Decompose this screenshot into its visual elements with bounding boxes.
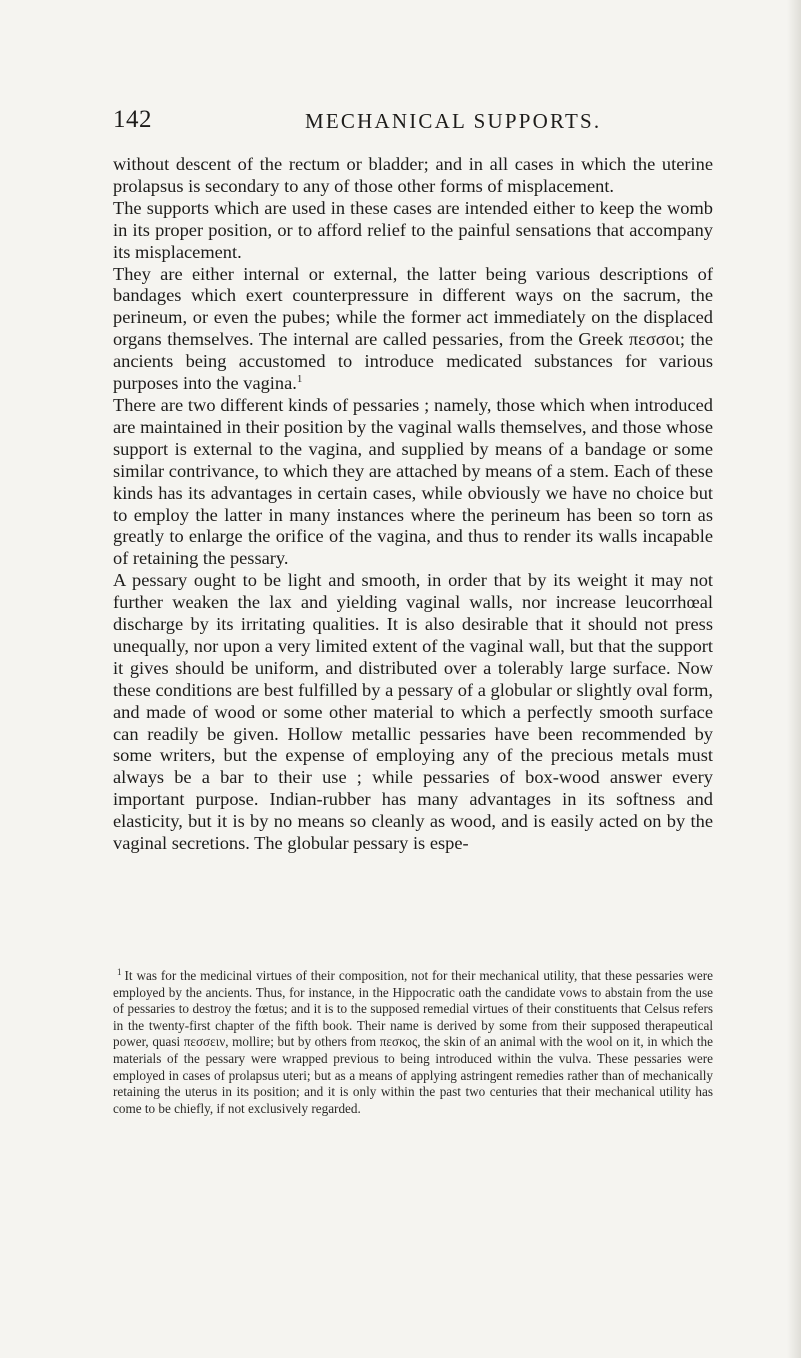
footnote-text: It was for the medicinal virtues of their composition, not for their mechanical utility, that these pessaries were employed by the ancients. Thus, for instance, in the Hippocratic oath the candidate vows to abstain from the use of pessaries to destroy the fœtus; and it is to the supposed remedial virtues of their constituents that Celsus refers in the twenty-first chapter of the fifth book. Their name is derived by some from their supposed therapeutical power, quasi πεσσειν, mollire; but by others from πεσκος, the skin of an animal with the wool on it, in which the materials of the pessary were wrapped previous to being introduced within the vulva. These pessaries were employed in cases of prolapsus uteri; but as a means of applying astringent remedies rather than of mechanically retaining the uterus in its position; and it is only within the past two centuries that their mechanical utility has come to be chiefly, if not exclusively regarded. xyxy=(113,968,713,1116)
paragraph-3-text: They are either internal or external, the latter being various descriptions of bandages which exert counterpressure in different ways on the sacrum, the perineum, or even the pubes; while the former act immediately on the displaced organs themselves. The internal are called pessaries, from the Greek πεσσοι; the ancients being accustomed to introduce medicated substances for various purposes into the vagina. xyxy=(113,263,713,394)
running-head: MECHANICAL SUPPORTS. xyxy=(305,109,602,133)
footnote-mark: 1 xyxy=(117,966,122,977)
paragraph-4: There are two different kinds of pessaries ; namely, those which when introduced are maintained in their position by the vaginal walls themselves, and those whose support is external to the vagina, and supplied by means of a bandage or some similar contrivance, to which they are attached by means of a stem. Each of these kinds has its advantages in certain cases, while obviously we have no choice but to employ the latter in many instances where the perineum has been so torn as greatly to enlarge the orifice of the vagina, and thus to render its walls incapable of retaining the pessary. xyxy=(113,394,713,569)
paragraph-1: without descent of the rectum or bladder; and in all cases in which the uterine prolapsus is secondary to any of those other forms of misplacement. xyxy=(113,154,713,196)
footnotes xyxy=(113,968,713,1117)
paragraph-3 xyxy=(113,264,713,395)
body-text xyxy=(113,154,713,855)
footnote-reference[interactable]: 1 xyxy=(296,372,303,385)
paragraph-2: The supports which are used in these cases are intended either to keep the womb in its proper position, or to afford relief to the painful sensations that accompany its misplacement. xyxy=(113,197,713,262)
footnote-1 xyxy=(113,968,713,1117)
page-edge-shadow xyxy=(787,0,801,1358)
page-number: 142 xyxy=(113,106,152,133)
page-header xyxy=(113,106,703,136)
paragraph-5: A pessary ought to be light and smooth, in order that by its weight it may not further weaken the lax and yielding vaginal walls, nor increase leucorrhœal discharge by its irritating qualities. It is also desirable that it should not press unequally, nor upon a very limited extent of the vaginal wall, but that the support it gives should be uniform, and distributed over a tolerably large surface. Now these conditions are best fulfilled by a pessary of a globular or slightly oval form, and made of wood or some other material to which a perfectly smooth surface can readily be given. Hollow metallic pessaries have been recommended by some writers, but the expense of employing any of the precious metals must always be a bar to their use ; while pessaries of box-wood answer every important purpose. Indian-rubber has many advantages in its softness and elasticity, but it is by no means so cleanly as wood, and is easily acted on by the vaginal secretions. The globular pessary is espe- xyxy=(113,570,713,854)
